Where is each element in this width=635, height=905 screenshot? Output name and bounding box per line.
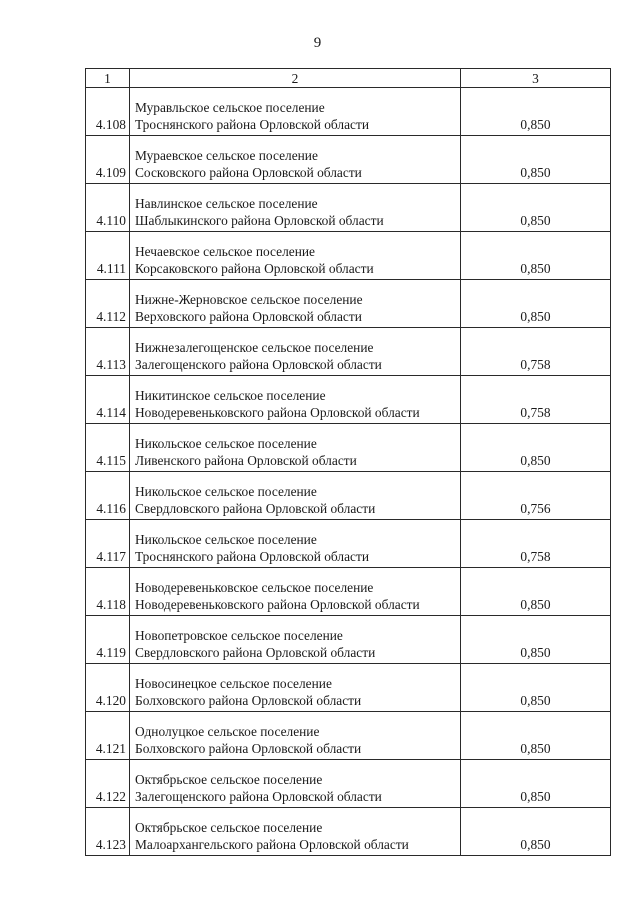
coefficient-cell: 0,758 — [461, 520, 611, 568]
row-number-cell: 4.120 — [86, 664, 130, 712]
settlement-name: Никольское сельское поселение — [135, 484, 317, 499]
settlements-table — [85, 68, 611, 856]
coefficient-cell: 0,850 — [461, 184, 611, 232]
settlement-district: Болховского района Орловской области — [135, 693, 362, 708]
coefficient-cell: 0,850 — [461, 280, 611, 328]
table-header-row — [86, 69, 611, 88]
settlement-district: Корсаковского района Орловской области — [135, 261, 374, 276]
settlement-name: Навлинское сельское поселение — [135, 196, 318, 211]
settlement-district: Шаблыкинского района Орловской области — [135, 213, 384, 228]
row-number-cell: 4.121 — [86, 712, 130, 760]
table-row — [86, 760, 611, 808]
row-number-cell: 4.116 — [86, 472, 130, 520]
settlement-district: Новодеревеньковского района Орловской области — [135, 405, 420, 420]
coefficient-cell: 0,850 — [461, 568, 611, 616]
settlement-name-cell — [130, 760, 461, 808]
coefficient-cell: 0,758 — [461, 328, 611, 376]
settlement-district: Ливенского района Орловской области — [135, 453, 357, 468]
table-row — [86, 808, 611, 856]
settlement-district: Болховского района Орловской области — [135, 741, 362, 756]
settlement-name: Никитинское сельское поселение — [135, 388, 326, 403]
settlement-name: Нечаевское сельское поселение — [135, 244, 315, 259]
table-row — [86, 472, 611, 520]
table-row — [86, 280, 611, 328]
settlement-name: Новопетровское сельское поселение — [135, 628, 343, 643]
coefficient-cell: 0,850 — [461, 664, 611, 712]
row-number-cell: 4.117 — [86, 520, 130, 568]
settlement-district: Залегощенского района Орловской области — [135, 357, 382, 372]
table-row — [86, 184, 611, 232]
settlement-district: Свердловского района Орловской области — [135, 645, 376, 660]
settlement-name-cell — [130, 328, 461, 376]
settlement-district: Свердловского района Орловской области — [135, 501, 376, 516]
table-row — [86, 664, 611, 712]
row-number-cell: 4.114 — [86, 376, 130, 424]
row-number-cell: 4.119 — [86, 616, 130, 664]
coefficient-cell: 0,850 — [461, 616, 611, 664]
column-header-2: 2 — [130, 69, 461, 88]
settlement-name: Новосинецкое сельское поселение — [135, 676, 332, 691]
settlement-name: Октябрьское сельское поселение — [135, 820, 323, 835]
settlement-name-cell — [130, 280, 461, 328]
row-number-cell: 4.108 — [86, 88, 130, 136]
settlement-name-cell — [130, 616, 461, 664]
column-header-1: 1 — [86, 69, 130, 88]
row-number-cell: 4.111 — [86, 232, 130, 280]
settlement-name: Нижне-Жерновское сельское поселение — [135, 292, 363, 307]
table-body — [86, 88, 611, 856]
coefficient-cell: 0,850 — [461, 712, 611, 760]
settlement-district: Новодеревеньковского района Орловской области — [135, 597, 420, 612]
table-row — [86, 424, 611, 472]
table-row — [86, 328, 611, 376]
coefficient-cell: 0,756 — [461, 472, 611, 520]
settlement-district: Троснянского района Орловской области — [135, 117, 370, 132]
table-row — [86, 376, 611, 424]
row-number-cell: 4.122 — [86, 760, 130, 808]
coefficient-cell: 0,850 — [461, 232, 611, 280]
settlement-name: Никольское сельское поселение — [135, 532, 317, 547]
settlement-name: Новодеревеньковское сельское поселение — [135, 580, 374, 595]
table-row — [86, 136, 611, 184]
settlement-name-cell — [130, 88, 461, 136]
settlement-name-cell — [130, 520, 461, 568]
settlement-district: Троснянского района Орловской области — [135, 549, 370, 564]
settlement-name-cell — [130, 712, 461, 760]
settlement-name-cell — [130, 664, 461, 712]
settlement-district: Залегощенского района Орловской области — [135, 789, 382, 804]
table-row — [86, 712, 611, 760]
settlement-name-cell — [130, 472, 461, 520]
settlement-district: Малоархангельского района Орловской области — [135, 837, 409, 852]
settlement-district: Верховского района Орловской области — [135, 309, 362, 324]
settlement-name-cell — [130, 136, 461, 184]
coefficient-cell: 0,850 — [461, 424, 611, 472]
settlement-name: Мураевское сельское поселение — [135, 148, 318, 163]
table-row — [86, 520, 611, 568]
table-row — [86, 232, 611, 280]
row-number-cell: 4.118 — [86, 568, 130, 616]
row-number-cell: 4.109 — [86, 136, 130, 184]
settlement-district: Сосковского района Орловской области — [135, 165, 362, 180]
settlement-name: Нижнезалегощенское сельское поселение — [135, 340, 374, 355]
coefficient-cell: 0,850 — [461, 88, 611, 136]
settlement-name: Октябрьское сельское поселение — [135, 772, 323, 787]
row-number-cell: 4.110 — [86, 184, 130, 232]
page-number: 9 — [313, 35, 322, 51]
settlement-name-cell — [130, 376, 461, 424]
coefficient-cell: 0,850 — [461, 808, 611, 856]
coefficient-cell: 0,850 — [461, 136, 611, 184]
settlement-name-cell — [130, 808, 461, 856]
row-number-cell: 4.123 — [86, 808, 130, 856]
row-number-cell: 4.112 — [86, 280, 130, 328]
settlement-name-cell — [130, 232, 461, 280]
settlement-name: Муравльское сельское поселение — [135, 100, 325, 115]
coefficient-cell: 0,850 — [461, 760, 611, 808]
row-number-cell: 4.115 — [86, 424, 130, 472]
settlement-name-cell — [130, 568, 461, 616]
settlement-name: Однолуцкое сельское поселение — [135, 724, 320, 739]
row-number-cell: 4.113 — [86, 328, 130, 376]
coefficient-cell: 0,758 — [461, 376, 611, 424]
settlement-name-cell — [130, 184, 461, 232]
settlement-name-cell — [130, 424, 461, 472]
column-header-3: 3 — [461, 69, 611, 88]
table-row — [86, 568, 611, 616]
settlement-name: Никольское сельское поселение — [135, 436, 317, 451]
table-row — [86, 88, 611, 136]
table-row — [86, 616, 611, 664]
